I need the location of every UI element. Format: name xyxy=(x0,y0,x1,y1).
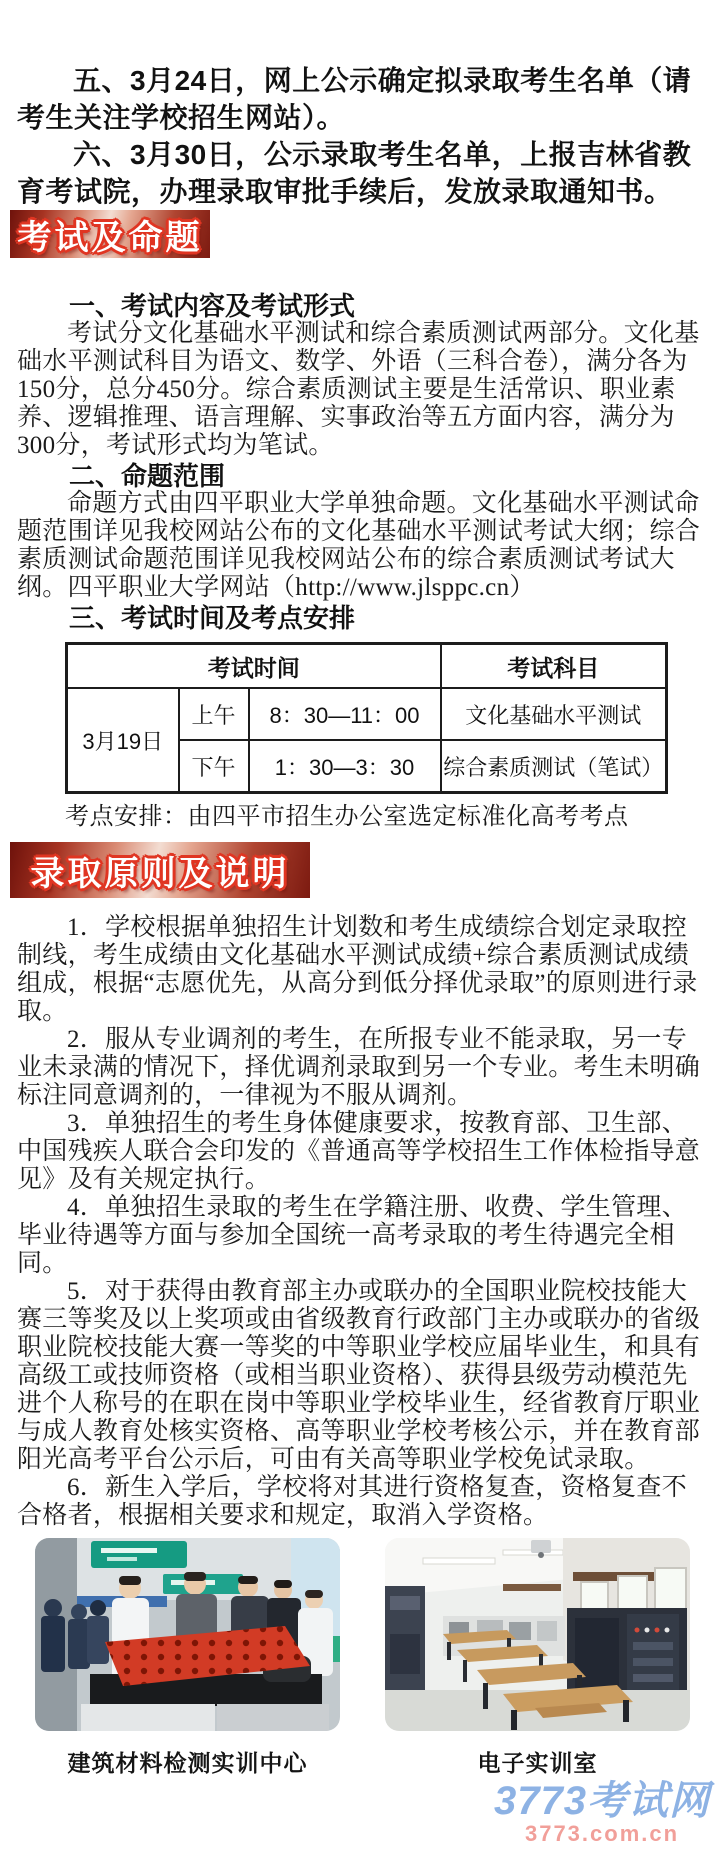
table-row xyxy=(67,688,667,740)
banner-exam-section xyxy=(10,210,210,258)
table-header-exam-subject: 考试科目 xyxy=(441,644,667,689)
table-cell-subject-pm: 综合素质测试（笔试） xyxy=(441,740,667,793)
admission-item-5: 5．对于获得由教育部主办或联办的全国职业院校技能大赛三等奖及以上奖项或由省级教育行政部门主办或联办的省级职业院校技能大赛一等奖的中等职业学校应届毕业生，和具有高级工或技师资格（或相当职业资格）、获得县级劳动模范先进个人称号的在职在岗中等职业学校毕业生，经省教育厅职业与成人教育处核实资格、高等职业学校考核公示，并在教育部阳光高考平台公示后，可由有关高等职业学校免试录取。 xyxy=(17,1278,701,1473)
exam-schedule-table xyxy=(65,642,668,794)
paragraph-exam-content: 考试分文化基础水平测试和综合素质测试两部分。文化基础水平测试科目为语文、数学、外语（三科合卷），满分各为150分，总分450分。综合素质测试主要是生活常识、职业素养、逻辑推理、语言理解、实事政治等五方面内容，满分为300分，考试形式均为笔试。 xyxy=(17,320,700,459)
heading-exam-schedule: 三、考试时间及考点安排 xyxy=(69,603,356,633)
table-cell-time-am: 8：30—11：00 xyxy=(249,688,441,740)
materials-testing-lab-photo xyxy=(35,1538,340,1731)
banner-exam-title: 考试及命题 xyxy=(17,218,203,257)
admission-item-3: 3．单独招生的考生身体健康要求，按教育部、卫生部、中国残疾人联合会印发的《普通高等学校招生工作体检指导意见》及有关规定执行。 xyxy=(17,1110,701,1193)
banner-admission-section xyxy=(10,842,310,898)
watermark-logo xyxy=(494,1780,710,1846)
intro-paragraph-6: 六、3月30日，公示录取考生名单，上报吉林省教育考试院，办理录取审批手续后，发放录取通知书。 xyxy=(17,139,692,207)
paragraph-question-scope: 命题方式由四平职业大学单独命题。文化基础水平测试命题范围详见我校网站公布的文化基础水平测试考试大纲；综合素质测试命题范围详见我校网站公布的综合素质测试考试大纲。四平职业大学网站（http://www.jlsppc.cn） xyxy=(17,490,701,601)
table-header-exam-time: 考试时间 xyxy=(67,644,441,689)
admission-item-4: 4．单独招生录取的考生在学籍注册、收费、学生管理、毕业待遇等方面与参加全国统一高考录取的考生待遇完全相同。 xyxy=(17,1194,688,1277)
banner-admission-title: 录取原则及说明 xyxy=(30,854,290,893)
heading-question-scope: 二、命题范围 xyxy=(69,461,226,491)
admission-item-1: 1．学校根据单独招生计划数和考生成绩综合划定录取控制线，考生成绩由文化基础水平测试成绩+综合素质测试成绩组成，根据“志愿优先，从高分到低分择优录取”的原则进行录取。 xyxy=(17,914,698,1025)
electronics-training-room-photo xyxy=(385,1538,690,1731)
intro-paragraph-5: 五、3月24日，网上公示确定拟录取考生名单（请考生关注学校招生网站）。 xyxy=(17,65,692,133)
admission-items xyxy=(17,914,703,1530)
table-cell-subject-am: 文化基础水平测试 xyxy=(441,688,667,740)
admission-item-2: 2．服从专业调剂的考生，在所报专业不能录取，另一专业未录满的情况下，择优调剂录取到另一个专业。考生未明确标注同意调剂的，一律视为不服从调剂。 xyxy=(17,1026,701,1109)
photo-caption-electronics-lab: 电子实训室 xyxy=(477,1750,598,1776)
admission-item-6: 6．新生入学后，学校将对其进行资格复查，资格复查不合格者，根据相关要求和规定，取消入学资格。 xyxy=(17,1474,688,1529)
heading-exam-content: 一、考试内容及考试形式 xyxy=(69,291,356,321)
table-cell-session-am: 上午 xyxy=(179,688,249,740)
table-cell-time-pm: 1：30—3：30 xyxy=(249,740,441,793)
photo-figure-materials-lab xyxy=(35,1538,340,1778)
watermark-site-name: 3773考试网 xyxy=(494,1779,710,1823)
table-cell-date: 3月19日 xyxy=(67,688,179,793)
venue-note: 考点安排：由四平市招生办公室选定标准化高考考点 xyxy=(65,803,629,830)
photo-caption-materials-lab: 建筑材料检测实训中心 xyxy=(67,1750,308,1776)
table-cell-session-pm: 下午 xyxy=(179,740,249,793)
photo-figure-electronics-lab xyxy=(385,1538,690,1778)
watermark-site-url: 3773.com.cn xyxy=(524,1821,680,1846)
